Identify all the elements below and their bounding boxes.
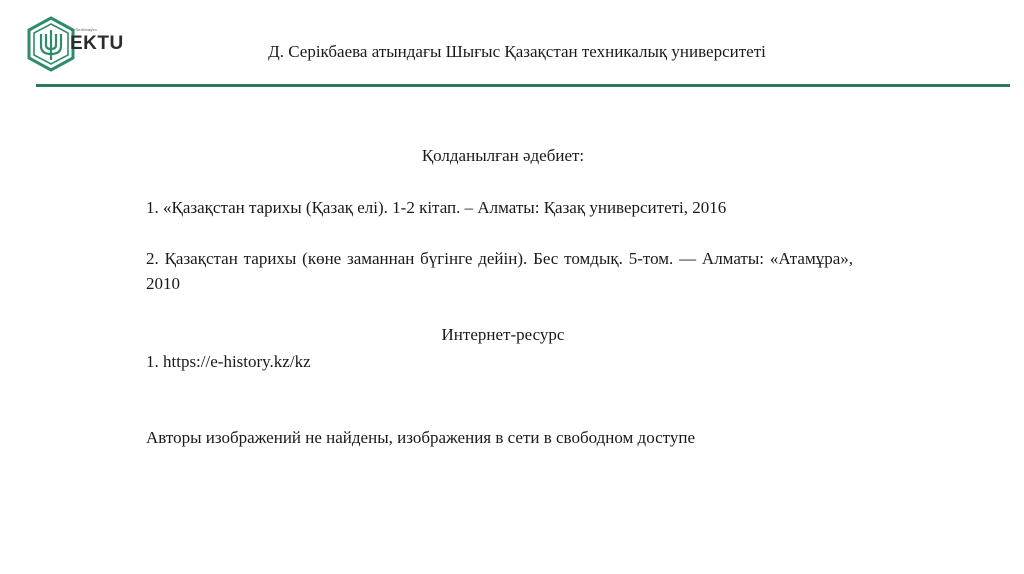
university-title (0, 42, 1024, 62)
literature-heading (0, 146, 1024, 166)
internet-resource-heading-text: Интернет-ресурс (441, 325, 565, 344)
header-divider (36, 84, 1010, 87)
internet-resource-heading (0, 325, 1024, 345)
internet-resource-link[interactable]: 1. https://e-history.kz/kz (146, 352, 311, 371)
literature-heading-text: Қолданылған әдебиет: (421, 146, 585, 165)
university-title-text: Д. Серікбаева атындағы Шығыс Қазақстан техникалық университеті (268, 42, 766, 61)
literature-item: 1. «Қазақстан тарихы (Қазақ елі). 1-2 кітап. – Алматы: Қазақ университеті, 2016 (146, 198, 727, 217)
literature-item: 2. Қазақстан тарихы (көне заманнан бүгінге дейін). Бес томдық. 5-том. — Алматы: «Атамұра», 2010 (146, 249, 853, 293)
logo-wordmark: EKTU (70, 33, 124, 54)
image-attribution-note: Авторы изображений не найдены, изображения в сети в свободном доступе (146, 428, 696, 447)
logo-subtitle: D.Serikbayev (71, 27, 98, 32)
